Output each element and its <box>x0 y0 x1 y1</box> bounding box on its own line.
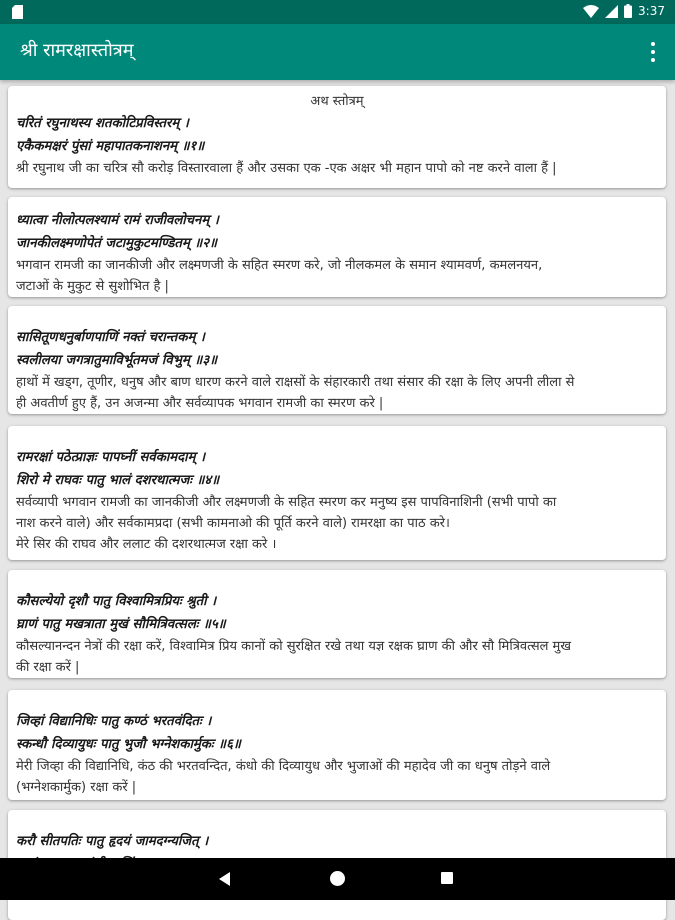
meaning-line: की रक्षा करें | <box>16 660 80 675</box>
verse-meaning <box>16 492 658 555</box>
verse-meaning <box>16 372 658 414</box>
verse-meaning <box>16 158 658 179</box>
verse-card[interactable] <box>8 690 666 800</box>
recents-icon[interactable] <box>441 872 453 884</box>
navigation-bar <box>0 858 675 900</box>
verse-line: जानकीलक्ष्मणोपेतं जटामुकुटमण्डितम् ॥२॥ <box>16 236 218 251</box>
verse-meaning <box>16 255 658 297</box>
verse-list[interactable] <box>0 80 675 858</box>
meaning-line: हाथों में खड्ग, तूणीर, धनुष और बाण धारण करने वाले राक्षसों के संहारकारी तथा संसार की रक्षा के लिए अपनी लीला से <box>16 375 575 390</box>
clock-time: 3:37 <box>638 4 665 18</box>
meaning-line: सर्वव्यापी भगवान रामजी का जानकीजी और लक्ष्मणजी के सहित स्मरण कर मनुष्य इस पापविनाशिनी (सभी पापो का <box>16 495 557 510</box>
app-bar <box>0 24 675 80</box>
meaning-line: नाश करने वाले) और सर्वकामप्रदा (सभी कामनाओ की पूर्ति करने वाले) रामरक्षा का पाठ करे। <box>16 516 450 531</box>
overflow-menu-icon[interactable] <box>647 40 659 64</box>
wifi-icon <box>583 5 599 18</box>
section-heading: अथ स्तोत्रम् <box>310 94 364 109</box>
verse-meaning <box>16 756 658 798</box>
verse-line: ध्यात्वा नीलोत्पलश्यामं रामं राजीवलोचनम् । <box>16 213 219 228</box>
signal-icon <box>605 5 618 18</box>
verse-card[interactable] <box>8 86 666 188</box>
meaning-line: ही अवतीर्ण हुए हैं, उन अजन्मा और सर्वव्यापक भगवान रामजी का स्मरण करे | <box>16 396 384 411</box>
verse-card[interactable] <box>8 306 666 414</box>
verse-line: एकैकमक्षरं पुंसां महापातकनाशनम् ॥१॥ <box>16 139 205 154</box>
verse-line: करौ सीतपतिः पातु हृदयं जामदग्न्यजित् । <box>16 834 209 849</box>
home-icon[interactable] <box>330 871 345 886</box>
verse-meaning <box>16 636 658 678</box>
verse-line: स्वलीलया जगत्रातुमाविर्भूतमजं विभुम् ॥३॥ <box>16 353 218 368</box>
verse-card[interactable] <box>8 197 666 297</box>
verse-line: चरितं रघुनाथस्य शतकोटिप्रविस्तरम् । <box>16 116 189 131</box>
verse-line: सासितूणधनुर्बाणपाणिं नक्तं चरान्तकम् । <box>16 330 205 345</box>
app-title: श्री रामरक्षास्तोत्रम् <box>20 40 134 61</box>
verse-line: शिरो मे राघवः पातु भालं दशरथात्मजः ॥४॥ <box>16 473 220 488</box>
verse-card[interactable] <box>8 570 666 678</box>
meaning-line: (भग्नेशकार्मुक) रक्षा करें | <box>16 780 137 795</box>
verse-line: घ्राणं पातु मखत्राता मुखं सौमित्रिवत्सलः ॥५॥ <box>16 617 226 632</box>
verse-line: रामरक्षां पठेत्प्राज्ञः पापघ्नीं सर्वकामदाम् । <box>16 450 206 465</box>
meaning-line: कौसल्यानन्दन नेत्रों की रक्षा करें, विश्वामित्र प्रिय कानों को सुरक्षित रखे तथा यज्ञ रक्षक घ्राण की और सौ मित्रिवत्सल मुख <box>16 639 571 654</box>
status-bar <box>0 0 675 24</box>
verse-line: स्कन्धौ दिव्यायुधः पातु भुजौ भग्नेशकार्मुकः ॥६॥ <box>16 737 241 752</box>
status-icons <box>583 4 665 18</box>
verse-line: कौसल्येयो दृशौ पातु विश्वामित्रप्रियः श्रुती । <box>16 594 217 609</box>
sd-card-icon <box>12 5 23 19</box>
meaning-line: मेरे सिर की राघव और ललाट की दशरथात्मज रक्षा करे । <box>16 537 277 552</box>
meaning-line: श्री रघुनाथ जी का चरित्र सौ करोड़ विस्तारवाला हैं और उसका एक -एक अक्षर भी महान पापो को नष्ट करने वाला हैं | <box>16 161 557 176</box>
verse-card[interactable] <box>8 426 666 560</box>
meaning-line: जटाओं के मुकुट से सुशोभित है | <box>16 279 169 294</box>
meaning-line: मेरी जिव्हा की विद्यानिधि, कंठ की भरतवन्दित, कंधो की दिव्यायुध और भुजाओं की महादेव जी का धनुष तोड़ने वाले <box>16 759 551 774</box>
verse-line: जिव्हां विद्यानिधिः पातु कण्ठं भरतवंदितः । <box>16 714 212 729</box>
battery-icon <box>624 4 632 18</box>
meaning-line: भगवान रामजी का जानकीजी और लक्ष्मणजी के सहित स्मरण करे, जो नीलकमल के समान श्यामवर्ण, कमलनयन, <box>16 258 543 273</box>
back-icon[interactable] <box>219 872 230 886</box>
